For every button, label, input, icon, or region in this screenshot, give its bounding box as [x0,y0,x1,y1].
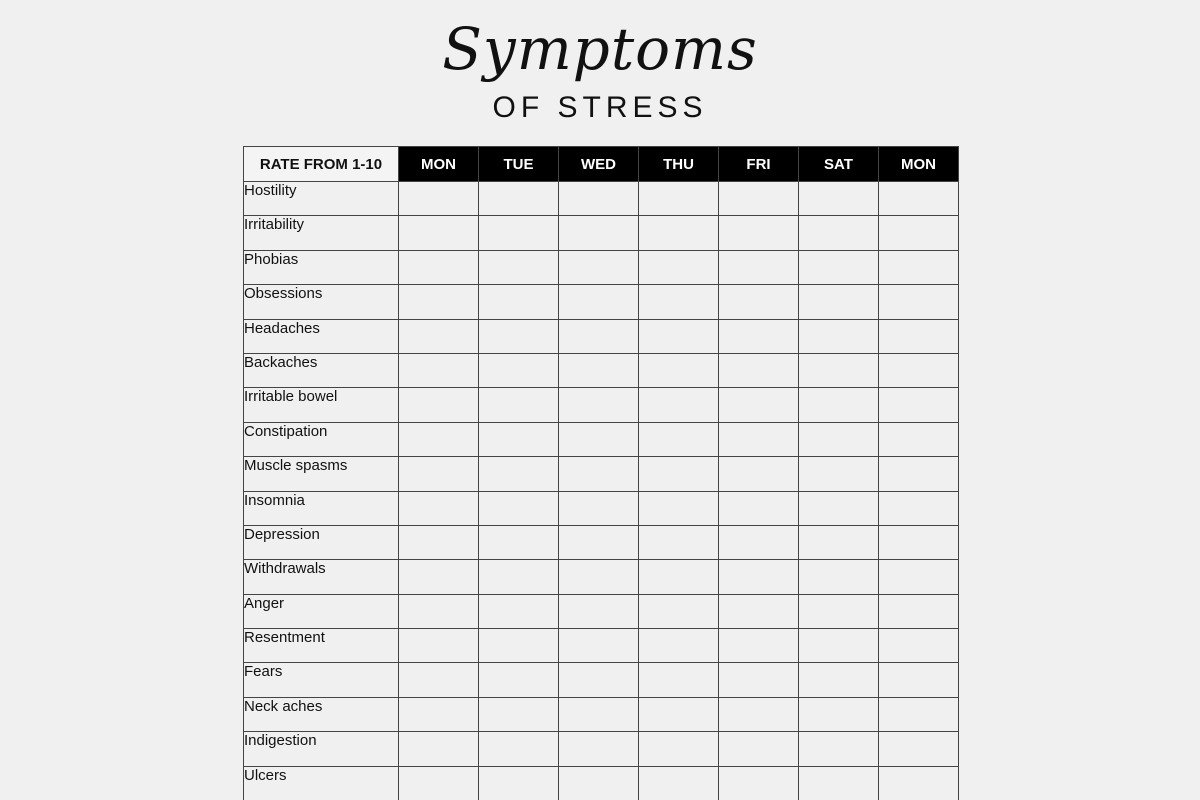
rating-cell[interactable] [879,663,959,697]
rating-cell[interactable] [719,594,799,628]
symptom-rows [244,182,959,800]
rating-cell[interactable] [479,182,559,216]
table-row [244,250,959,284]
rating-cell[interactable] [719,216,799,250]
rating-cell[interactable] [879,560,959,594]
day-header: MON [399,147,479,182]
rating-cell[interactable] [479,594,559,628]
rating-cell[interactable] [559,250,639,284]
rating-cell[interactable] [399,766,479,800]
rating-cell[interactable] [479,285,559,319]
rating-cell[interactable] [879,629,959,663]
rating-cell[interactable] [399,182,479,216]
rating-cell[interactable] [559,629,639,663]
rating-cell[interactable] [559,525,639,559]
corner-label: RATE FROM 1-10 [244,147,399,182]
rating-cell[interactable] [879,285,959,319]
symptom-label: Irritable bowel [244,388,399,422]
rating-cell[interactable] [559,422,639,456]
rating-cell[interactable] [639,525,719,559]
rating-cell[interactable] [559,319,639,353]
rating-cell[interactable] [879,457,959,491]
table-row [244,182,959,216]
rating-cell[interactable] [799,182,879,216]
rating-cell[interactable] [719,182,799,216]
rating-cell[interactable] [879,525,959,559]
rating-cell[interactable] [479,422,559,456]
rating-cell[interactable] [559,216,639,250]
rating-cell[interactable] [639,663,719,697]
rating-cell[interactable] [399,629,479,663]
rating-cell[interactable] [559,285,639,319]
rating-cell[interactable] [559,457,639,491]
rating-cell[interactable] [719,353,799,387]
rating-cell[interactable] [639,422,719,456]
rating-cell[interactable] [639,388,719,422]
day-header: SAT [799,147,879,182]
symptom-rating-table [243,146,959,800]
table-row [244,353,959,387]
rating-cell[interactable] [799,732,879,766]
rating-cell[interactable] [479,319,559,353]
rating-cell[interactable] [799,250,879,284]
rating-cell[interactable] [639,319,719,353]
rating-cell[interactable] [799,594,879,628]
rating-cell[interactable] [799,353,879,387]
rating-cell[interactable] [639,629,719,663]
rating-cell[interactable] [399,388,479,422]
symptom-label: Headaches [244,319,399,353]
symptom-label: Backaches [244,353,399,387]
table-row [244,491,959,525]
symptom-label: Withdrawals [244,560,399,594]
table-row [244,457,959,491]
table-row [244,388,959,422]
rating-cell[interactable] [479,491,559,525]
table-row [244,697,959,731]
symptom-label: Resentment [244,629,399,663]
rating-cell[interactable] [399,319,479,353]
rating-cell[interactable] [399,697,479,731]
rating-cell[interactable] [719,663,799,697]
symptom-label: Constipation [244,422,399,456]
symptom-label: Depression [244,525,399,559]
rating-cell[interactable] [399,525,479,559]
rating-cell[interactable] [799,663,879,697]
rating-cell[interactable] [799,216,879,250]
rating-cell[interactable] [799,766,879,800]
table-row [244,319,959,353]
rating-cell[interactable] [399,663,479,697]
rating-cell[interactable] [639,285,719,319]
day-header: MON [879,147,959,182]
rating-cell[interactable] [879,594,959,628]
table-row [244,732,959,766]
table-row [244,216,959,250]
rating-cell[interactable] [879,422,959,456]
rating-cell[interactable] [399,594,479,628]
header-row [244,147,959,182]
symptom-label: Obsessions [244,285,399,319]
rating-cell[interactable] [639,457,719,491]
rating-cell[interactable] [719,319,799,353]
rating-cell[interactable] [399,560,479,594]
day-header: THU [639,147,719,182]
rating-cell[interactable] [799,491,879,525]
rating-cell[interactable] [799,525,879,559]
symptom-label: Fears [244,663,399,697]
rating-cell[interactable] [719,732,799,766]
rating-cell[interactable] [639,216,719,250]
rating-cell[interactable] [639,732,719,766]
symptom-label: Muscle spasms [244,457,399,491]
rating-cell[interactable] [879,732,959,766]
rating-cell[interactable] [879,491,959,525]
rating-cell[interactable] [399,353,479,387]
symptom-label: Neck aches [244,697,399,731]
rating-cell[interactable] [399,250,479,284]
rating-cell[interactable] [639,697,719,731]
rating-cell[interactable] [559,353,639,387]
rating-cell[interactable] [399,732,479,766]
rating-cell[interactable] [559,388,639,422]
rating-cell[interactable] [479,457,559,491]
rating-cell[interactable] [879,353,959,387]
title-subtitle: OF STRESS [492,91,708,124]
table-row [244,663,959,697]
rating-cell[interactable] [639,182,719,216]
rating-cell[interactable] [719,285,799,319]
rating-cell[interactable] [719,457,799,491]
symptom-label: Phobias [244,250,399,284]
rating-cell[interactable] [719,525,799,559]
rating-cell[interactable] [639,766,719,800]
rating-cell[interactable] [719,766,799,800]
rating-cell[interactable] [639,560,719,594]
symptom-label: Irritability [244,216,399,250]
rating-cell[interactable] [559,182,639,216]
rating-cell[interactable] [879,216,959,250]
rating-cell[interactable] [879,388,959,422]
rating-cell[interactable] [559,560,639,594]
rating-cell[interactable] [479,560,559,594]
rating-cell[interactable] [879,766,959,800]
rating-cell[interactable] [719,697,799,731]
table-row [244,594,959,628]
table-row [244,560,959,594]
rating-cell[interactable] [559,766,639,800]
table-row [244,525,959,559]
rating-cell[interactable] [399,285,479,319]
rating-cell[interactable] [799,422,879,456]
rating-cell[interactable] [639,594,719,628]
table-row [244,422,959,456]
rating-cell[interactable] [479,353,559,387]
rating-cell[interactable] [799,388,879,422]
rating-cell[interactable] [879,697,959,731]
rating-cell[interactable] [479,388,559,422]
rating-cell[interactable] [479,216,559,250]
rating-cell[interactable] [479,766,559,800]
rating-cell[interactable] [799,457,879,491]
rating-cell[interactable] [639,491,719,525]
rating-cell[interactable] [799,560,879,594]
rating-cell[interactable] [559,594,639,628]
rating-cell[interactable] [559,697,639,731]
rating-cell[interactable] [479,629,559,663]
rating-cell[interactable] [559,732,639,766]
table-row [244,629,959,663]
rating-cell[interactable] [799,697,879,731]
rating-cell[interactable] [719,560,799,594]
day-header: WED [559,147,639,182]
rating-cell[interactable] [399,216,479,250]
rating-cell[interactable] [639,250,719,284]
day-header: TUE [479,147,559,182]
rating-cell[interactable] [719,629,799,663]
symptom-label: Insomnia [244,491,399,525]
rating-cell[interactable] [799,319,879,353]
rating-cell[interactable] [879,319,959,353]
rating-cell[interactable] [719,388,799,422]
rating-cell[interactable] [879,182,959,216]
rating-cell[interactable] [399,491,479,525]
rating-cell[interactable] [399,422,479,456]
table-row [244,766,959,800]
rating-cell[interactable] [559,491,639,525]
symptom-label: Hostility [244,182,399,216]
rating-cell[interactable] [479,663,559,697]
rating-cell[interactable] [879,250,959,284]
rating-cell[interactable] [479,697,559,731]
rating-cell[interactable] [799,629,879,663]
rating-cell[interactable] [479,250,559,284]
day-header: FRI [719,147,799,182]
table-row [244,285,959,319]
rating-cell[interactable] [479,525,559,559]
symptom-label: Anger [244,594,399,628]
rating-cell[interactable] [719,422,799,456]
rating-cell[interactable] [799,285,879,319]
rating-cell[interactable] [719,250,799,284]
title-script: Symptoms [442,15,758,83]
rating-cell[interactable] [559,663,639,697]
symptom-label: Ulcers [244,766,399,800]
symptom-label: Indigestion [244,732,399,766]
rating-cell[interactable] [479,732,559,766]
rating-cell[interactable] [639,353,719,387]
rating-cell[interactable] [719,491,799,525]
rating-cell[interactable] [399,457,479,491]
